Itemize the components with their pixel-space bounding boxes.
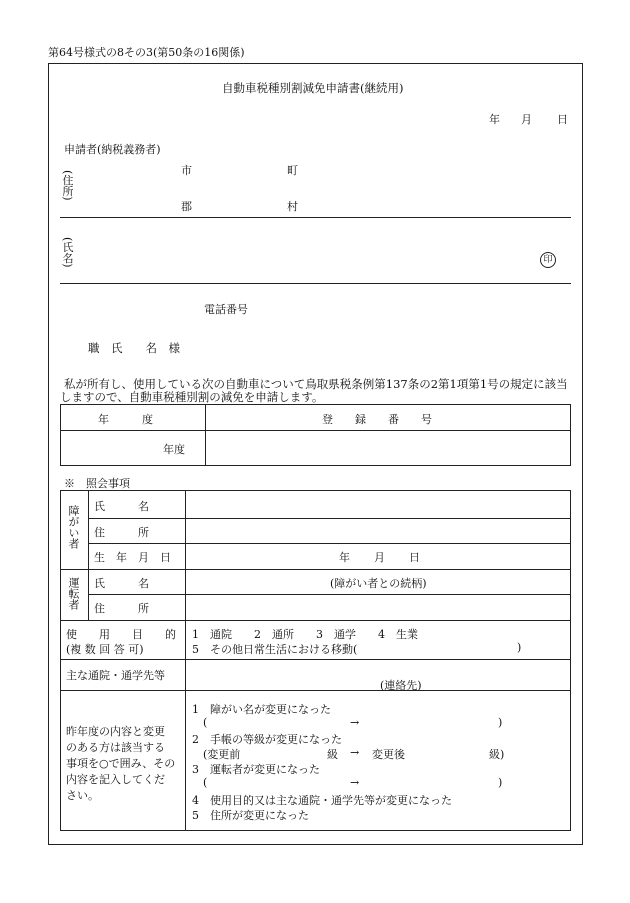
changes-instructions-line: 昨年度の内容と変更: [66, 725, 165, 738]
date-day: 日: [557, 113, 568, 126]
change-item1: 1 障がい名が変更になった: [192, 703, 331, 716]
row-line: [60, 620, 571, 621]
statement-line1: 私が所有し、使用している次の自動車について鳥取県税条例第137条の2第1項第1号の規定に該当: [64, 377, 568, 391]
disabled-birth-label: 生 年 月 日: [94, 551, 171, 564]
county-label: 郡: [181, 200, 192, 213]
row-line: [60, 569, 571, 570]
change-item2: 2 手帳の等級が変更になった: [192, 733, 342, 746]
purpose-options-line1: 1 通院 2 通所 3 通学 4 生業: [192, 628, 418, 641]
driver-group-label: 運転者: [67, 577, 80, 610]
col-registration-header: 登 録 番 号: [322, 413, 432, 426]
destination-contact-label: (連絡先): [380, 679, 422, 692]
driver-name-label: 氏 名: [94, 577, 149, 590]
table-col-divider: [205, 404, 206, 466]
purpose-close-paren: ): [517, 641, 522, 654]
destination-label: 主な通院・通学先等: [66, 669, 165, 682]
applicant-label: 申請者(納税義務者): [64, 143, 161, 156]
change-item1-open: (: [203, 716, 208, 729]
changes-instructions-line: のある方は該当する: [66, 741, 165, 754]
form-title: 自動車税種別割減免申請書(継続用): [222, 81, 404, 95]
change-item2-grade2: 級): [489, 748, 505, 761]
city-label: 市: [181, 164, 192, 177]
change-item5: 5 住所が変更になった: [192, 809, 309, 822]
purpose-sublabel: (複 数 回 答 可): [66, 643, 144, 656]
driver-address-label: 住 所: [94, 602, 149, 615]
change-item2-arrow: →: [350, 746, 360, 759]
row-line: [60, 659, 571, 660]
disabled-name-label: 氏 名: [94, 500, 149, 513]
seal-mark: 印: [540, 252, 556, 268]
row-line: [60, 690, 571, 691]
changes-instructions-line: 内容を記入してくだ: [66, 773, 165, 786]
phone-label: 電話番号: [204, 303, 248, 316]
col-year-header: 年 度: [98, 413, 153, 426]
changes-instructions: [66, 724, 175, 804]
address-line: [60, 217, 571, 218]
birth-day: 日: [409, 551, 420, 564]
change-item3: 3 運転者が変更になった: [192, 763, 320, 776]
name-line: [60, 283, 571, 284]
row-line: [88, 594, 571, 595]
change-item4: 4 使用目的又は主な通院・通学先等が変更になった: [192, 794, 452, 807]
address-label: (住所): [61, 170, 74, 201]
row-line: [88, 518, 571, 519]
disabled-group-label: 障がい者: [67, 505, 80, 549]
changes-instructions-line: 事項を○で囲み、その: [66, 757, 176, 770]
purpose-label: 使 用 目 的: [66, 628, 176, 641]
change-item2-before: (変更前: [203, 748, 241, 761]
disabled-address-label: 住 所: [94, 526, 149, 539]
town-label: 町: [287, 164, 298, 177]
date-year: 年: [489, 113, 500, 126]
change-item2-grade1: 級: [327, 748, 338, 761]
purpose-options-line2: 5 その他日常生活における移動(: [192, 643, 358, 656]
change-item3-close: ): [498, 776, 503, 789]
change-item3-arrow: →: [350, 776, 360, 789]
birth-year: 年: [339, 551, 350, 564]
statement-line2: しますので、自動車税種別割の減免を申請します。: [60, 390, 324, 404]
year-unit: 年度: [163, 443, 185, 456]
row-line: [88, 543, 571, 544]
driver-relation-label: (障がい者との続柄): [330, 577, 427, 590]
change-item3-open: (: [203, 776, 208, 789]
name-label: (氏名): [61, 237, 74, 268]
birth-month: 月: [374, 551, 385, 564]
date-month: 月: [521, 113, 532, 126]
form-number: 第64号様式の8その3(第50条の16関係): [48, 46, 245, 59]
col-line: [88, 490, 89, 620]
change-item1-close: ): [498, 716, 503, 729]
changes-instructions-line: さい。: [66, 789, 99, 802]
table-row-divider: [60, 430, 571, 431]
addressee: 職 氏 名 様: [88, 341, 180, 355]
change-item1-arrow: →: [350, 716, 360, 729]
col-line: [185, 490, 186, 831]
change-item2-after: 変更後: [372, 748, 405, 761]
inquiry-label: ※ 照会事項: [64, 477, 130, 490]
village-label: 村: [287, 200, 298, 213]
